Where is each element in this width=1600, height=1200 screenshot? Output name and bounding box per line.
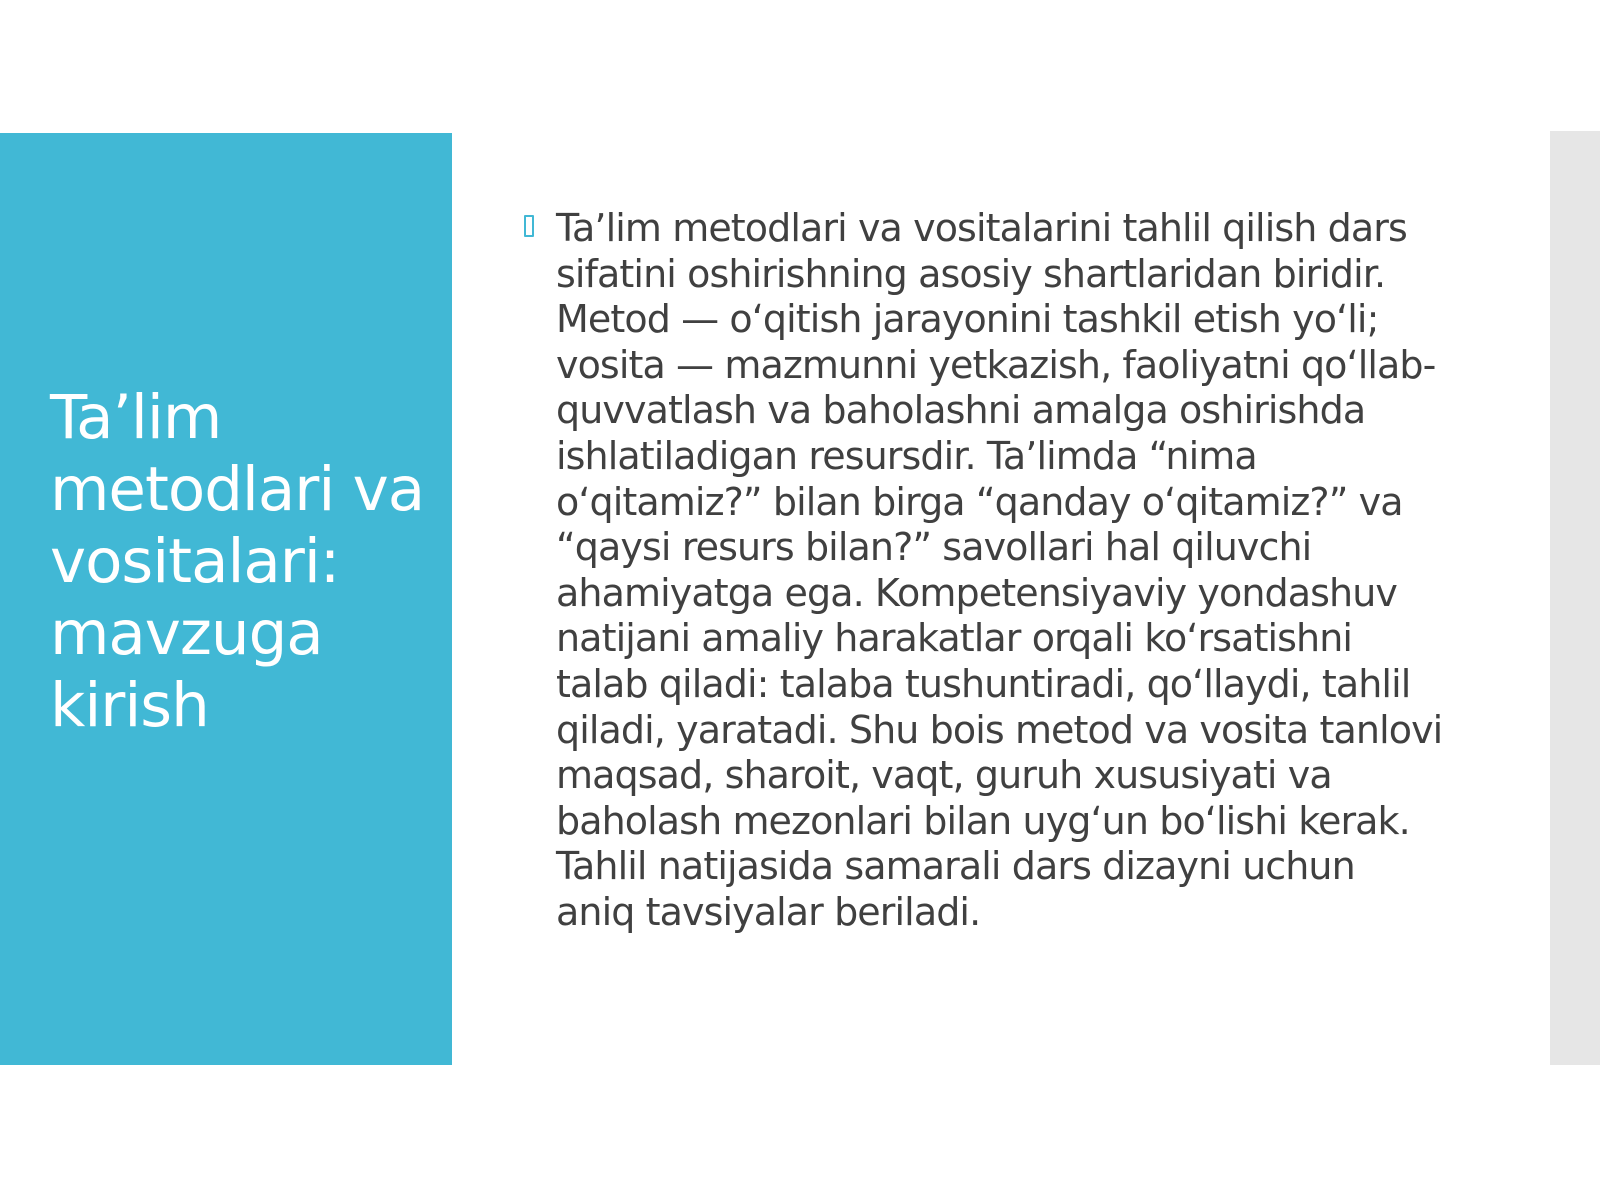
slide-body [523, 206, 1443, 936]
right-side-bar [1550, 131, 1600, 1065]
bullet-item [523, 206, 1443, 936]
bullet-text: Ta’lim metodlari va vositalarini tahlil qilish dars sifatini oshirishning asosiy shartlaridan biridir. Metod — o‘qitish jarayonini tashkil etish yo‘li; vosita — mazmunni yetkazish, faoliyatni qo‘llab-quvvatlash va baholashni amalga oshirishda ishlatiladigan resursdir. Ta’limda “nima o‘qitamiz?” bilan birga “qanday o‘qitamiz?” va “qaysi resurs bilan?” savollari hal qiluvchi ahamiyatga ega. Kompetensiyaviy yondashuv natijani amaliy harakatlar orqali ko‘rsatishni talab qiladi: talaba tushuntiradi, qo‘llaydi, tahlil qiladi, yaratadi. Shu bois metod va vosita tanlovi maqsad, sharoit, vaqt, guruh xususiyati va baholash mezonlari bilan uyg‘un bo‘lishi kerak. Tahlil natijasida samarali dars dizayni uchun aniq tavsiyalar beriladi. [556, 206, 1443, 934]
slide-title: Ta’lim metodlari va vositalari: mavzuga kirish [50, 382, 425, 741]
square-bullet-icon [524, 215, 534, 237]
